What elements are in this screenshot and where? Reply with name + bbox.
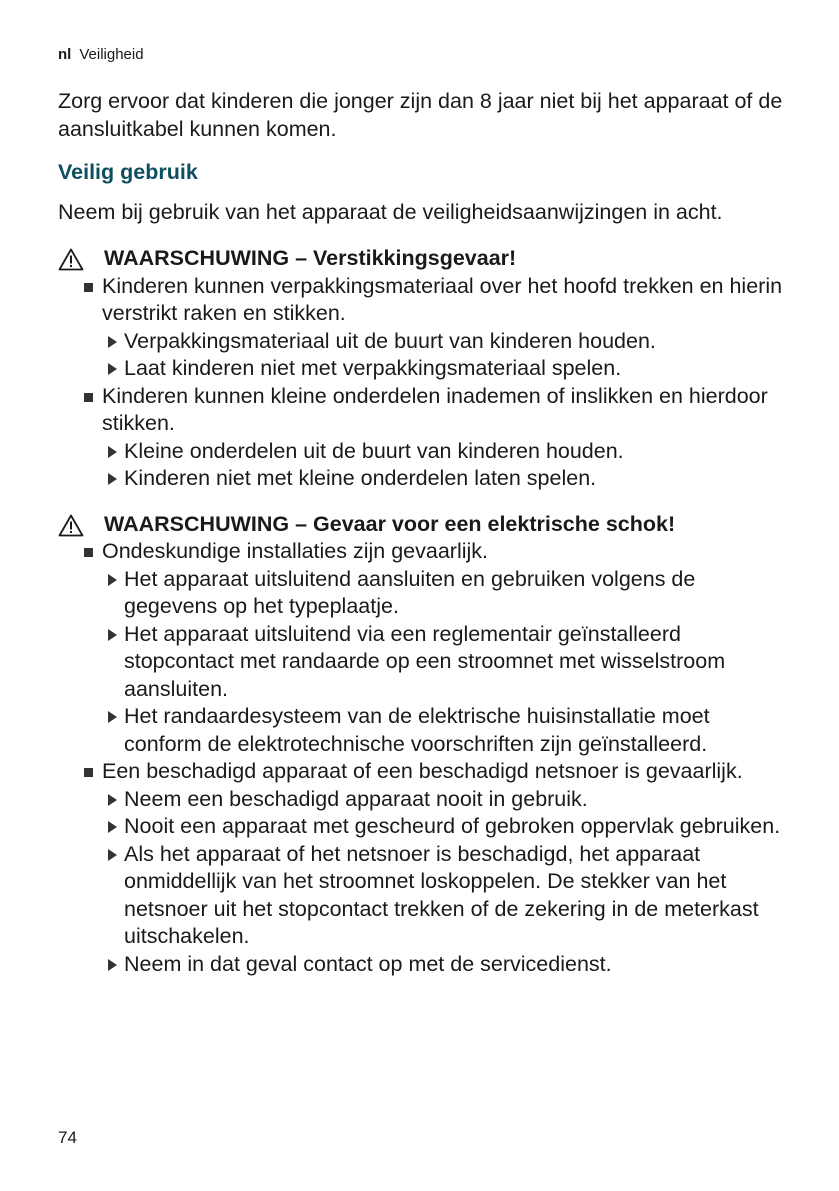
intro-paragraph: Zorg ervoor dat kinderen die jonger zijn dan 8 jaar niet bij het apparaat of de aansluitkabel kunnen komen. [58,89,783,141]
arrow-right-icon [108,574,117,586]
action-item [124,566,793,621]
action-item [124,438,793,466]
action-text: Verpakkingsmateriaal uit de buurt van kinderen houden. [124,328,656,353]
action-item [124,951,793,979]
warning-title [58,511,793,539]
action-list [102,328,793,383]
action-item [124,841,793,951]
warning-block-suffocation [58,245,793,493]
action-text: Het apparaat uitsluitend via een reglementair geïnstalleerd stopcontact met randaarde op een stroomnet met wisselstroom aansluiten. [124,621,726,701]
arrow-right-icon [108,446,117,458]
hazard-item [102,758,793,978]
arrow-right-icon [108,794,117,806]
warning-title-text: WAARSCHUWING – Verstikkingsgevaar! [104,246,517,270]
action-item [124,355,793,383]
warning-triangle-icon [58,514,84,537]
arrow-right-icon [108,336,117,348]
action-item [124,813,793,841]
hazard-text: Een beschadigd apparaat of een beschadigd netsnoer is gevaarlijk. [102,759,743,783]
arrow-right-icon [108,959,117,971]
square-bullet-icon [84,548,93,557]
action-text: Als het apparaat of het netsnoer is beschadigd, het apparaat onmiddellijk van het stroomnet loskoppelen. De stekker van het netsnoer uit het stopcontact trekken of de zekering in de meterkast uitschakelen. [124,841,759,948]
hazard-text: Kinderen kunnen kleine onderdelen inademen of inslikken en hierdoor stikken. [102,383,768,435]
action-text: Neem in dat geval contact op met de servicedienst. [124,951,612,976]
square-bullet-icon [84,768,93,777]
arrow-right-icon [108,711,117,723]
arrow-right-icon [108,473,117,485]
arrow-right-icon [108,849,117,861]
hazard-item [102,538,793,758]
header-section-title: Veiligheid [79,46,144,63]
action-text: Nooit een apparaat met gescheurd of gebroken oppervlak gebruiken. [124,814,781,838]
action-text: Kinderen niet met kleine onderdelen laten spelen. [124,466,597,490]
language-code: nl [58,46,72,63]
action-item [124,621,793,704]
page-content [58,88,793,978]
warning-title-text: WAARSCHUWING – Gevaar voor een elektrische schok! [104,511,676,536]
warning-block-electric-shock [58,511,793,979]
page-header [58,46,144,64]
arrow-right-icon [108,629,117,641]
warning-triangle-icon [58,248,84,271]
arrow-right-icon [108,821,117,833]
hazard-item [102,383,793,493]
square-bullet-icon [84,393,93,402]
section-heading: Veilig gebruik [58,160,198,184]
action-text: Het apparaat uitsluitend aansluiten en gebruiken volgens de gegevens op het typeplaatje. [124,566,696,618]
action-item [124,465,793,493]
action-text: Het randaardesysteem van de elektrische huisinstallatie moet conform de elektrotechnische voorschriften zijn geïnstalleerd. [124,704,710,756]
action-text: Neem een beschadigd apparaat nooit in gebruik. [124,786,588,811]
action-list [102,566,793,759]
usage-paragraph: Neem bij gebruik van het apparaat de veiligheidsaanwijzingen in acht. [58,199,723,224]
hazard-list [58,538,793,978]
action-text: Kleine onderdelen uit de buurt van kinderen houden. [124,438,624,463]
hazard-text: Kinderen kunnen verpakkingsmateriaal over het hoofd trekken en hierin verstrikt raken en stikken. [102,273,783,325]
arrow-right-icon [108,363,117,375]
action-text: Laat kinderen niet met verpakkingsmateriaal spelen. [124,356,622,380]
page-number: 74 [58,1128,77,1147]
warning-title [58,245,793,273]
action-item [124,786,793,814]
hazard-list [58,273,793,493]
action-list [102,438,793,493]
action-item [124,703,793,758]
square-bullet-icon [84,283,93,292]
action-item [124,328,793,356]
hazard-item [102,273,793,383]
action-list [102,786,793,979]
hazard-text: Ondeskundige installaties zijn gevaarlijk. [102,539,489,563]
